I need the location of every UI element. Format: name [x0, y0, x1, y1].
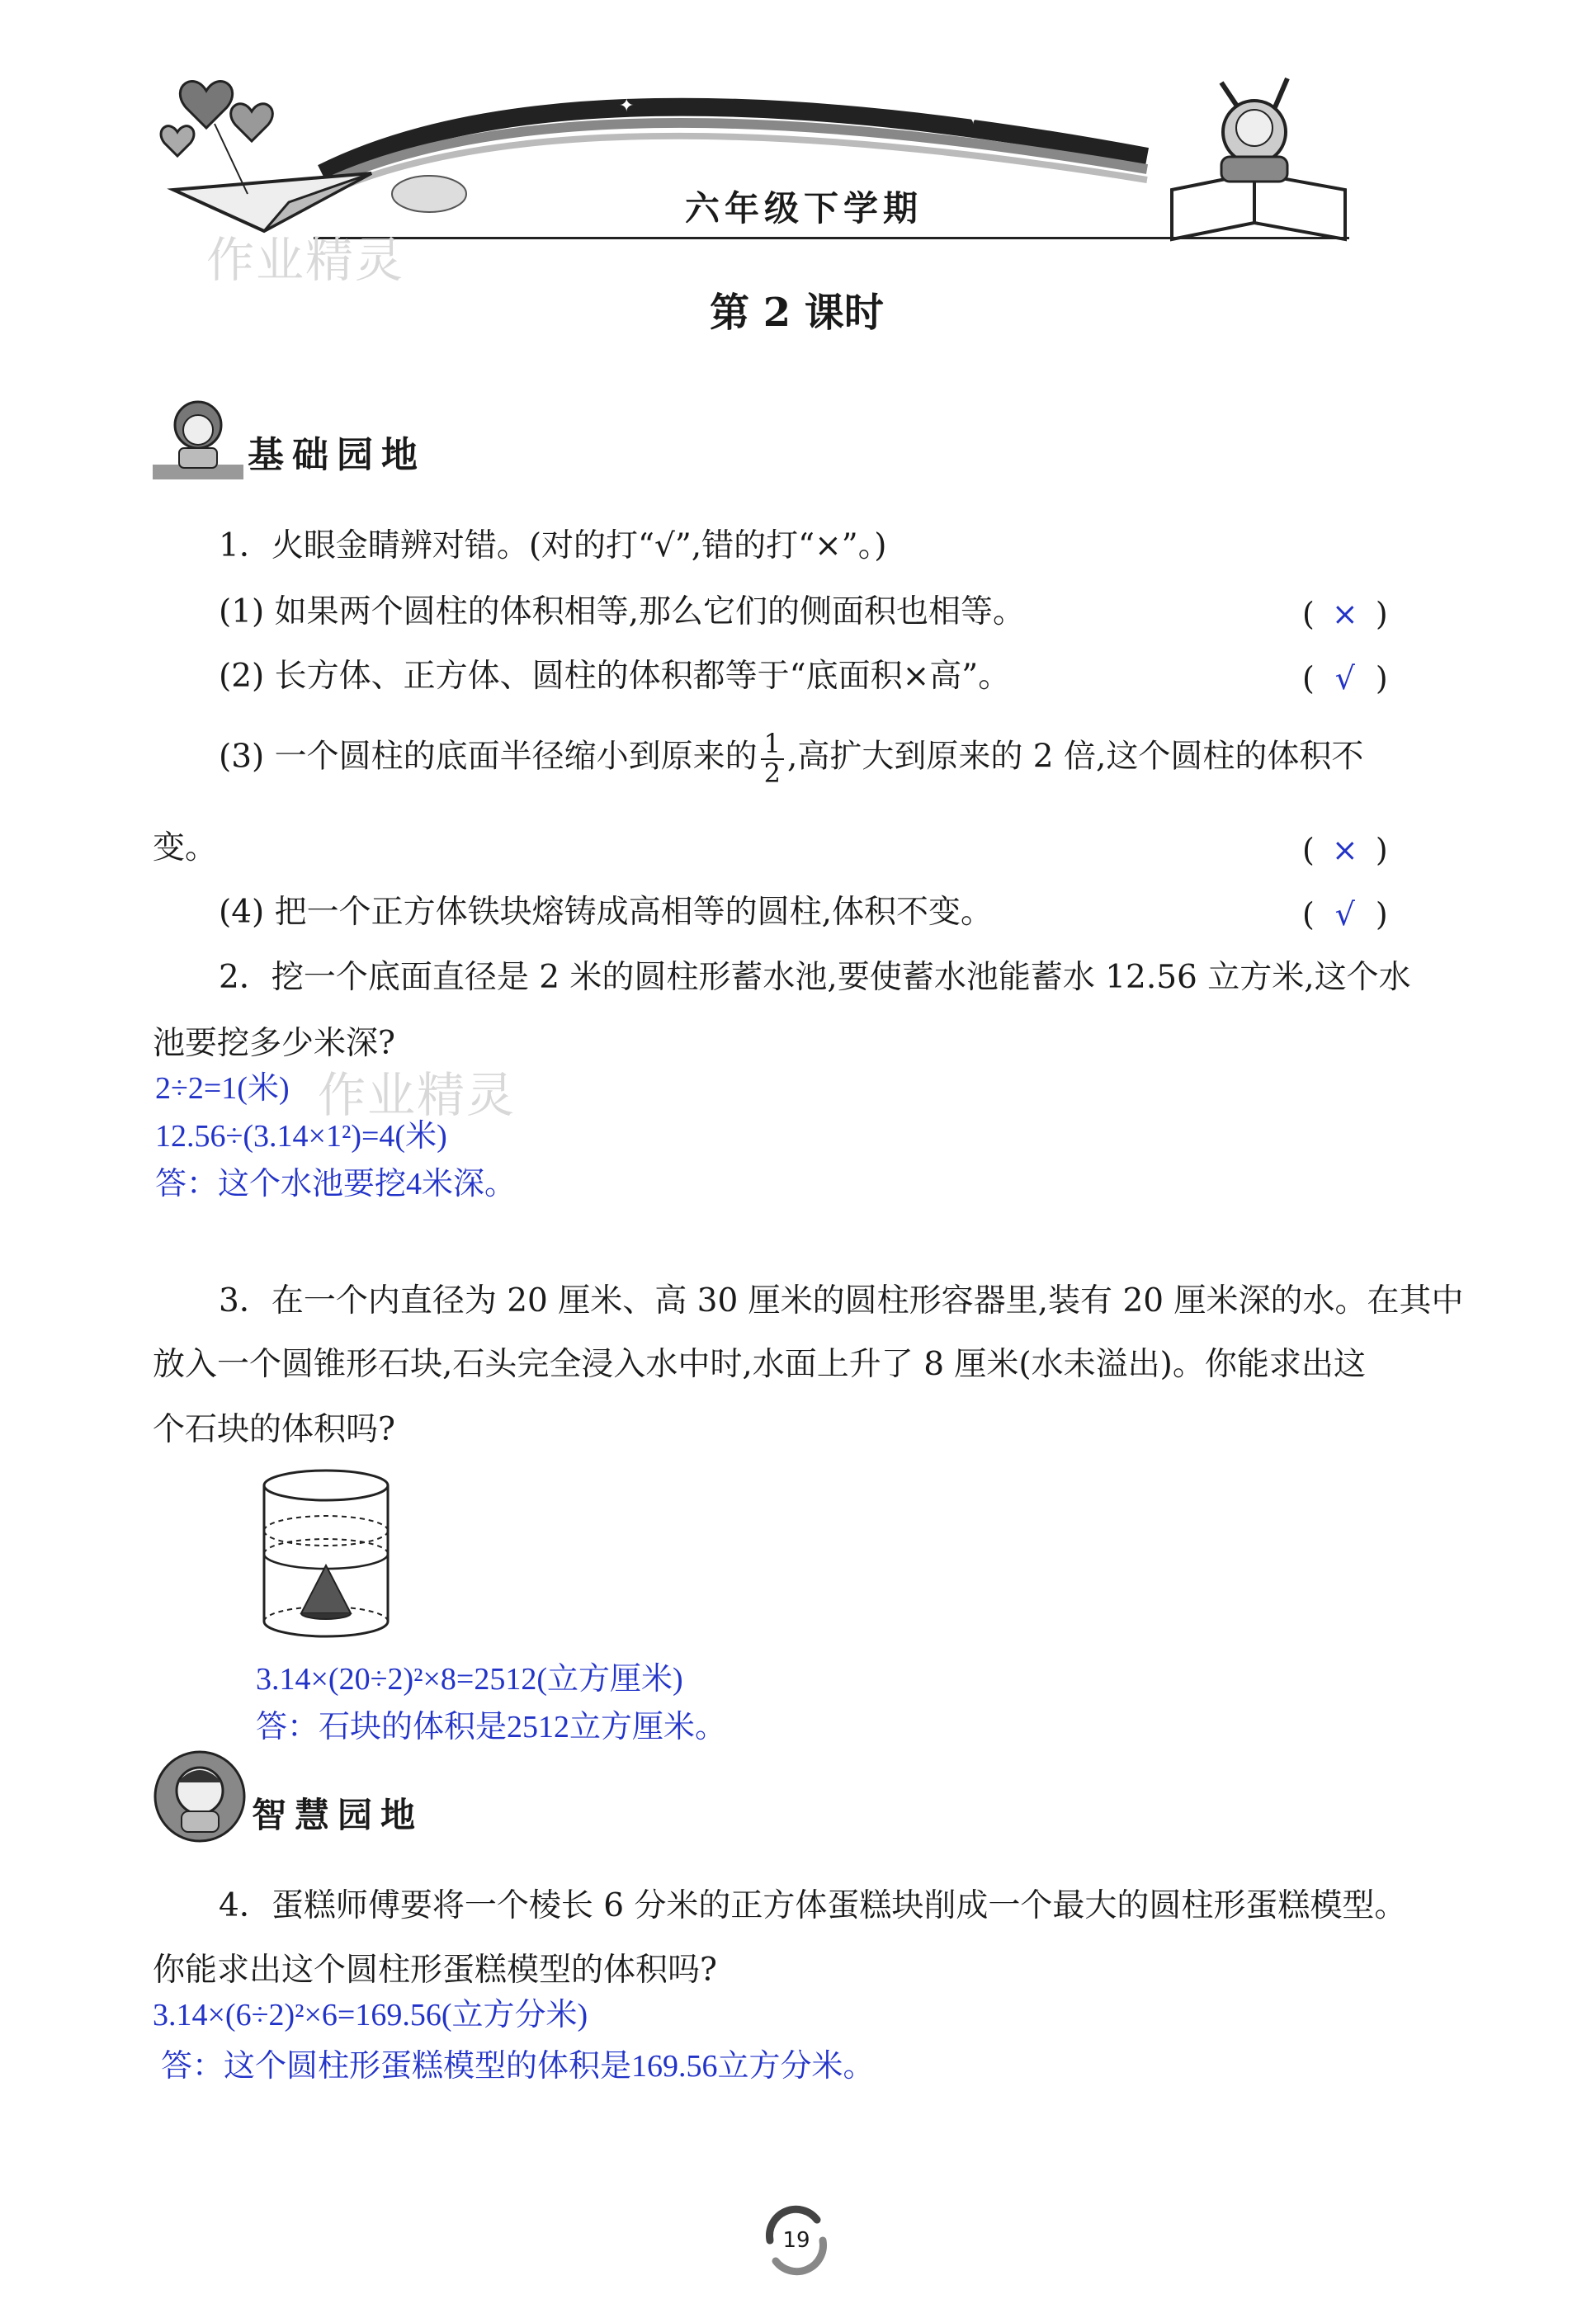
q2-answer-1: 2÷2=1(米) [155, 1071, 290, 1106]
svg-text:✦: ✦ [619, 96, 635, 116]
q3-answer-1: 3.14×(20÷2)²×8=2512(立方厘米) [256, 1662, 683, 1697]
section-basic-icon [153, 392, 243, 483]
answer-mark: √ [1334, 896, 1355, 932]
q4-answer-2: 答：这个圆柱形蛋糕模型的体积是169.56立方分米。 [161, 2049, 875, 2084]
fraction-one-half [761, 730, 784, 787]
svg-text:✦: ✦ [966, 108, 981, 129]
q3-line-2: 放入一个圆锥形石块,石头完全浸入水中时,水面上升了 8 厘米(水未溢出)。你能求出这 [153, 1346, 1366, 1383]
q3-line-3: 个石块的体积吗? [153, 1411, 395, 1448]
watermark: 作业精灵 [318, 1067, 517, 1123]
q2-line-1: 2．挖一个底面直径是 2 米的圆柱形蓄水池,要使蓄水池能蓄水 12.56 立方米,这个水 [219, 959, 1411, 996]
answer-mark: × [1331, 596, 1358, 632]
answer-mark: × [1331, 832, 1358, 868]
section-wisdom-icon [153, 1749, 248, 1844]
header-rule [314, 237, 1349, 239]
q4-line-1: 4．蛋糕师傅要将一个棱长 6 分米的正方体蛋糕块削成一个最大的圆柱形蛋糕模型。 [219, 1887, 1407, 1924]
q1-item-4: (4) 把一个正方体铁块熔铸成高相等的圆柱,体积不变。 [219, 894, 994, 931]
q1-answer-box-1: ( × ) [1302, 596, 1388, 632]
q3-answer-2: 答：石块的体积是2512立方厘米。 [256, 1710, 727, 1744]
fraction-denominator: 2 [763, 757, 781, 789]
q4-answer-1: 3.14×(6÷2)²×6=169.56(立方分米) [153, 1998, 588, 2032]
cylinder-cone-diagram [252, 1465, 400, 1642]
q1-answer-box-3: ( × ) [1302, 832, 1388, 868]
section-wisdom-title: 智慧园地 [252, 1795, 424, 1835]
page-number: 19 [782, 2228, 810, 2253]
header-grade-label: 六年级下学期 [685, 188, 923, 229]
q1-item-2: (2) 长方体、正方体、圆柱的体积都等于“底面积×高”。 [219, 658, 1011, 695]
section-basic-title: 基础园地 [248, 434, 426, 476]
q1-item-3-before: (3) 一个圆柱的底面半径缩小到原来的 [219, 738, 758, 776]
answer-mark: √ [1334, 660, 1355, 696]
q1-answer-box-2: ( √ ) [1302, 660, 1388, 696]
q1-item-3 [219, 730, 1363, 787]
q4-line-2: 你能求出这个圆柱形蛋糕模型的体积吗? [153, 1952, 717, 1989]
fraction-numerator: 1 [761, 730, 784, 760]
page-title: 第 2 课时 [710, 290, 884, 336]
q1-answer-box-4: ( √ ) [1302, 896, 1388, 932]
q1-item-3-cont: 变。 [153, 829, 218, 866]
q2-line-2: 池要挖多少米深? [153, 1025, 395, 1062]
q3-line-1: 3．在一个内直径为 20 厘米、高 30 厘米的圆柱形容器里,装有 20 厘米深的水。在其中 [219, 1282, 1464, 1320]
q1-stem: 1．火眼金睛辨对错。(对的打“√”,错的打“×”。) [219, 527, 887, 564]
q2-answer-3: 答：这个水池要挖4米深。 [155, 1167, 517, 1201]
watermark: 作业精灵 [206, 232, 405, 288]
q2-answer-2: 12.56÷(3.14×1²)=4(米) [155, 1119, 447, 1154]
q1-item-3-after: ,高扩大到原来的 2 倍,这个圆柱的体积不 [787, 738, 1364, 776]
q1-item-1: (1) 如果两个圆柱的体积相等,那么它们的侧面积也相等。 [219, 593, 1026, 630]
